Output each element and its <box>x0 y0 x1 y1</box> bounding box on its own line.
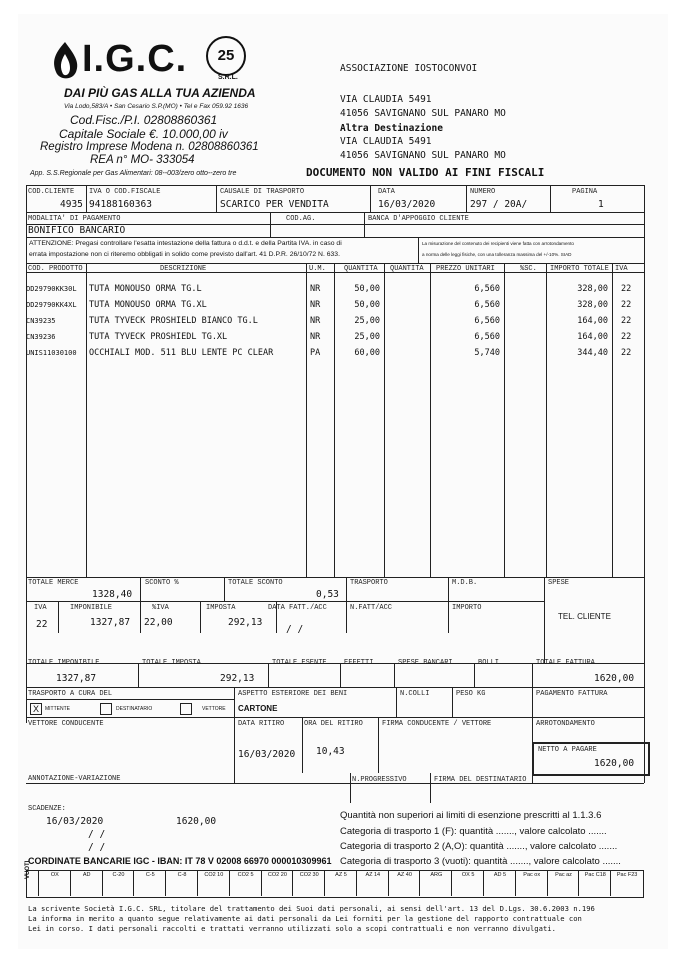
label-arrotondamento: ARROTONDAMENTO <box>536 720 595 728</box>
doc-notice: DOCUMENTO NON VALIDO AI FINI FISCALI <box>306 166 545 179</box>
row-desc: TUTA TYVECK PROSHIEDL TG.XL <box>89 332 228 342</box>
gas-vuoti-label: VUOTI <box>25 860 31 879</box>
gas-col-label: OX <box>50 872 59 878</box>
anniversary-badge <box>206 36 246 76</box>
perc-iva-value: 22,00 <box>144 617 173 628</box>
row-qty: 50,00 <box>354 284 380 294</box>
label-imposta: IMPOSTA <box>206 604 236 612</box>
label-pagina: PAGINA <box>572 188 598 196</box>
label-causale: CAUSALE DI TRASPORTO <box>220 188 305 196</box>
brand-name: I.G.C. <box>82 38 188 80</box>
label-mdb: M.D.B. <box>452 579 478 587</box>
destinatario-checkbox[interactable] <box>100 703 112 715</box>
label-totale-imponibile: TOTALE IMPONIBILE <box>28 659 100 667</box>
exempt-cat-3 <box>340 856 621 867</box>
cod-cliente-value: 4935 <box>60 199 83 210</box>
cat-2-label: Categoria di trasporto 2 (A,O): <box>340 841 468 852</box>
label-importo-row: IMPORTO <box>452 604 482 612</box>
gas-col-cell <box>229 870 262 896</box>
label-imponibile: IMPONIBILE <box>70 604 113 612</box>
iva-value: 94188160363 <box>89 199 152 210</box>
cat-3-qty-label: quantità <box>473 856 508 867</box>
scadenza-blank-2: / / <box>88 842 106 853</box>
row-iva: 22 <box>621 284 632 294</box>
company-fiscal: Cod.Fisc./P.I. 02808860361 <box>70 113 218 127</box>
cat-3-qty-dots: ....... <box>510 856 529 867</box>
company-registry: Registro Imprese Modena n. 02808860361 <box>40 141 259 153</box>
vettore-checkbox[interactable] <box>180 703 192 715</box>
pagina-value: 1 <box>598 199 604 210</box>
gas-col-label: CO2 10 <box>204 872 224 878</box>
row-price: 5,740 <box>474 348 500 358</box>
label-trasporto: TRASPORTO <box>350 579 388 587</box>
tagline: DAI PIÙ GAS ALLA TUA AZIENDA <box>64 86 256 100</box>
label-vettore: VETTORE <box>202 706 226 712</box>
cat-1-qty-label: quantità <box>459 826 494 837</box>
label-iva: IVA O COD.FISCALE <box>89 188 161 196</box>
col-iva: IVA <box>615 265 628 273</box>
gas-col-cell <box>165 870 198 896</box>
label-totale-fattura: TOTALE FATTURA <box>536 659 595 667</box>
totale-sconto-value: 0,53 <box>316 589 339 600</box>
label-mittente: MITTENTE <box>45 706 70 712</box>
gas-col-cell <box>578 870 611 896</box>
scadenza-date: 16/03/2020 <box>46 816 104 827</box>
label-data: DATA <box>378 188 395 196</box>
label-data-ritiro: DATA RITIRO <box>238 720 285 728</box>
totale-imposta-value: 292,13 <box>220 673 255 684</box>
gas-col-label: C-5 <box>145 872 155 878</box>
row-desc: OCCHIALI MOD. 511 BLU LENTE PC CLEAR <box>89 348 274 358</box>
col-cod-prodotto: COD. PRODOTTO <box>28 265 83 273</box>
company-capital: Capitale Sociale €. 10.000,00 iv <box>59 127 228 141</box>
row-iva: 22 <box>621 348 632 358</box>
row-price: 6,560 <box>474 300 500 310</box>
cat-1-label: Categoria di trasporto 1 (F): <box>340 826 457 837</box>
label-banca: BANCA D'APPOGGIO CLIENTE <box>368 215 469 223</box>
row-code: CN39235 <box>26 317 56 325</box>
company-address: Via Lodo,583/A • San Cesario S.P.(MO) • Tel e Fax 059.92 1636 <box>64 103 249 110</box>
alt-destination-title: Altra Destinazione <box>340 123 443 134</box>
row-code: OD29790KK4XL <box>26 301 77 309</box>
srl-label: S.R.L. <box>218 74 238 81</box>
gas-col-cell <box>324 870 357 896</box>
pagamento-value: BONIFICO BANCARIO <box>28 225 126 236</box>
gas-col-cell <box>483 870 516 896</box>
label-annotazione: ANNOTAZIONE-VARIAZIONE <box>28 775 121 783</box>
cat-2-qty-dots: ....... <box>506 841 525 852</box>
cat-3-label: Categoria di trasporto 3 (vuoti): <box>340 856 471 867</box>
recipient-street: VIA CLAUDIA 5491 <box>340 94 432 105</box>
cat-2-val-dots: ....... <box>598 841 618 852</box>
label-sconto: SCONTO % <box>145 579 179 587</box>
exempt-cat-1 <box>340 826 607 837</box>
row-qty: 60,00 <box>354 348 380 358</box>
gas-col-cell <box>38 870 71 896</box>
totale-merce-value: 1328,40 <box>92 589 133 600</box>
gas-col-cell <box>102 870 135 896</box>
row-code: CN39236 <box>26 333 56 341</box>
exempt-title: Quantità non superiori ai limiti di esenzione prescritti al 1.1.3.6 <box>340 810 602 821</box>
cat-1-val-dots: ....... <box>588 826 607 837</box>
footer-line-2: La informa in merito a quanto segue relativamente ai dati personali da Lei forniti per la gestione del rapporto contrattuale con <box>28 914 582 923</box>
label-trasporto-cura: TRASPORTO A CURA DEL <box>28 690 113 698</box>
row-desc: TUTA MONOUSO ORMA TG.L <box>89 284 202 294</box>
label-scadenze: SCADENZE: <box>28 805 66 813</box>
attention-note-1: La misurazione del contenuto dei recipienti viene fatta con arrotondamento <box>422 241 574 246</box>
data-value: 16/03/2020 <box>378 199 436 210</box>
cat-2-val-label: , valore calcolato <box>524 841 597 852</box>
label-totale-imposta: TOTALE IMPOSTA <box>142 659 201 667</box>
gas-col-label: AZ 5 <box>335 872 347 878</box>
gas-col-label: CO2 5 <box>237 872 254 878</box>
ora-ritiro-value: 10,43 <box>316 746 345 757</box>
totale-fattura-value: 1620,00 <box>594 673 635 684</box>
gas-col-cell <box>292 870 325 896</box>
flame-logo-icon <box>48 40 82 84</box>
gas-col-label: AZ 14 <box>365 872 381 878</box>
col-quantita: QUANTITA <box>344 265 378 273</box>
attention-line-2: errata impostazione non ci riteremo obbligati in solido come previsto dall'art. 41 D.P.R. 26/10/72 N. 633. <box>29 251 340 258</box>
row-price: 6,560 <box>474 316 500 326</box>
label-pagamento: MODALITA' DI PAGAMENTO <box>28 215 121 223</box>
label-codag: COD.AG. <box>286 215 316 223</box>
gas-col-label: C-20 <box>112 872 125 878</box>
row-iva: 22 <box>621 332 632 342</box>
gas-col-cell <box>515 870 548 896</box>
attention-note-2: a norma delle leggi fisiche, con una tolleranza massima del +/-10%. SIAD <box>422 252 572 257</box>
tel-cliente: TEL. CLIENTE <box>558 612 611 621</box>
col-importo: IMPORTO TOTALE <box>550 265 609 273</box>
cat-2-qty-label: quantità <box>469 841 504 852</box>
label-bolli: BOLLI <box>478 659 500 667</box>
label-peso: PESO KG <box>456 690 486 698</box>
scadenza-amount: 1620,00 <box>176 816 217 827</box>
label-numero: NUMERO <box>470 188 496 196</box>
row-total: 344,40 <box>577 348 608 358</box>
label-netto: NETTO A PAGARE <box>538 746 597 754</box>
gas-col-label: Pac az <box>555 872 572 878</box>
row-code: OD29790KK30L <box>26 285 77 293</box>
row-total: 164,00 <box>577 316 608 326</box>
row-desc: TUTA TYVECK PROSHIELD BIANCO TG.L <box>89 316 258 326</box>
alt-street: VIA CLAUDIA 5491 <box>340 136 432 147</box>
col-quantita-2: QUANTITA <box>390 265 424 273</box>
gas-col-cell <box>610 870 643 896</box>
gas-col-label: Pac ox <box>523 872 541 878</box>
bank-coordinates: CORDINATE BANCARIE IGC - IBAN: IT 78 V 02008 66970 000010309961 <box>28 856 332 866</box>
row-qty: 25,00 <box>354 332 380 342</box>
gas-col-cell <box>197 870 230 896</box>
label-totale-esente: TOTALE ESENTE <box>272 659 327 667</box>
gas-col-cell <box>261 870 294 896</box>
causale-value: SCARICO PER VENDITA <box>220 199 329 210</box>
gas-col-label: AD 5 <box>493 872 507 878</box>
label-totale-merce: TOTALE MERCE <box>28 579 79 587</box>
row-iva: 22 <box>621 300 632 310</box>
row-um: PA <box>310 348 321 358</box>
aspetto-value: CARTONE <box>238 704 278 713</box>
label-aspetto: ASPETTO ESTERIORE DEI BENI <box>238 690 348 698</box>
label-n-fatt: N.FATT/ACC <box>350 604 393 612</box>
row-total: 164,00 <box>577 332 608 342</box>
row-iva: 22 <box>621 316 632 326</box>
exempt-cat-2 <box>340 841 617 852</box>
row-price: 6,560 <box>474 284 500 294</box>
label-colli: N.COLLI <box>400 690 430 698</box>
gas-col-label: OX 5 <box>461 872 475 878</box>
gas-col-label: ARG <box>430 872 443 878</box>
row-um: NR <box>310 316 321 326</box>
row-um: NR <box>310 284 321 294</box>
label-ora-ritiro: ORA DEL RITIRO <box>304 720 363 728</box>
label-spese: SPESE <box>548 579 570 587</box>
row-um: NR <box>310 300 321 310</box>
col-descrizione: DESCRIZIONE <box>160 265 207 273</box>
gas-col-cell <box>547 870 580 896</box>
label-pagamento-fattura: PAGAMENTO FATTURA <box>536 690 608 698</box>
label-firma-destinatario: FIRMA DEL DESTINATARIO <box>434 776 527 784</box>
numero-value: 297 / 20A/ <box>470 199 528 210</box>
gas-col-label: Pac C18 <box>584 872 606 878</box>
row-code: UNIS11030100 <box>26 349 77 357</box>
recipient-city: 41056 SAVIGNANO SUL PANARO MO <box>340 108 506 119</box>
cat-3-val-label: , valore calcolato <box>528 856 600 867</box>
label-progressivo: N.PROGRESSIVO <box>352 776 407 784</box>
col-prezzo: PREZZO UNITARI <box>436 265 495 273</box>
imposta-value: 292,13 <box>228 617 263 628</box>
gas-col-label: AZ 40 <box>397 872 412 878</box>
label-iva-row: IVA <box>34 604 47 612</box>
gas-col-label: C-8 <box>177 872 187 878</box>
row-price: 6,560 <box>474 332 500 342</box>
row-total: 328,00 <box>577 300 608 310</box>
label-destinatario: DESTINATARIO <box>116 706 153 712</box>
badge-number: 25 <box>217 47 235 64</box>
gas-col-cell <box>388 870 421 896</box>
label-firma-conducente: FIRMA CONDUCENTE / VETTORE <box>382 720 492 728</box>
label-spese-bancari: SPESE BANCARI <box>398 659 453 667</box>
gas-col-label: CO2 30 <box>299 872 319 878</box>
row-total: 328,00 <box>577 284 608 294</box>
company-rea: REA n° MO- 333054 <box>90 154 195 166</box>
gas-col-cell <box>419 870 452 896</box>
col-um: U.M. <box>309 265 326 273</box>
footer-line-1: La scrivente Società I.G.C. SRL, titolare del trattamento dei Suoi dati personali, ai sensi dell'art. 13 del D.Lgs. 30.6.2003 n.196 <box>28 904 595 913</box>
cat-3-val-dots: ....... <box>602 856 621 867</box>
label-data-fatt: DATA FATT./ACC <box>268 604 327 612</box>
imponibile-value: 1327,87 <box>90 617 131 628</box>
recipient-name: ASSOCIAZIONE IOSTOCONVOI <box>340 63 478 74</box>
label-vettore-conducente: VETTORE CONDUCENTE <box>28 720 104 728</box>
gas-col-label: AD <box>82 872 91 878</box>
scadenza-blank-1: / / <box>88 829 106 840</box>
row-um: NR <box>310 332 321 342</box>
gas-col-cell <box>451 870 484 896</box>
col-sconto: %SC. <box>520 265 537 273</box>
gas-col-cell <box>356 870 389 896</box>
cat-1-qty-dots: ....... <box>495 826 515 837</box>
gas-col-cell <box>133 870 166 896</box>
row-qty: 50,00 <box>354 300 380 310</box>
alt-city: 41056 SAVIGNANO SUL PANARO MO <box>340 150 506 161</box>
company-app: App. S.S.Regionale per Gas Alimentari: 08--003/zero otto--zero tre <box>30 170 237 177</box>
gas-col-label: CO2 20 <box>267 872 287 878</box>
mittente-checkbox[interactable]: X <box>30 703 42 715</box>
label-perc-iva: %IVA <box>152 604 169 612</box>
label-totale-sconto: TOTALE SCONTO <box>228 579 283 587</box>
row-desc: TUTA MONOUSO ORMA TG.XL <box>89 300 207 310</box>
gas-col-cell <box>70 870 103 896</box>
row-qty: 25,00 <box>354 316 380 326</box>
totale-imponibile-value: 1327,87 <box>56 673 97 684</box>
label-cod-cliente: COD.CLIENTE <box>28 188 75 196</box>
attention-line-1: ATTENZIONE: Pregasi controllare l'esatta intestazione della fattura o d.d.t. e della Partita IVA. in caso di <box>29 240 342 247</box>
data-ritiro-value: 16/03/2020 <box>238 749 296 760</box>
cat-1-val-label: , valore calcolato <box>514 826 586 837</box>
netto-value: 1620,00 <box>594 758 635 769</box>
gas-col-label: Pac F23 <box>616 872 638 878</box>
label-effetti: EFFETTI <box>344 659 374 667</box>
footer-line-3: Lei in corso. I dati personali raccolti e trattati verranno utilizzati solo a scopi contrattuali e non verranno divulgati. <box>28 924 556 933</box>
iva-row-value: 22 <box>36 619 48 630</box>
data-fatt-value: / / <box>286 624 304 635</box>
